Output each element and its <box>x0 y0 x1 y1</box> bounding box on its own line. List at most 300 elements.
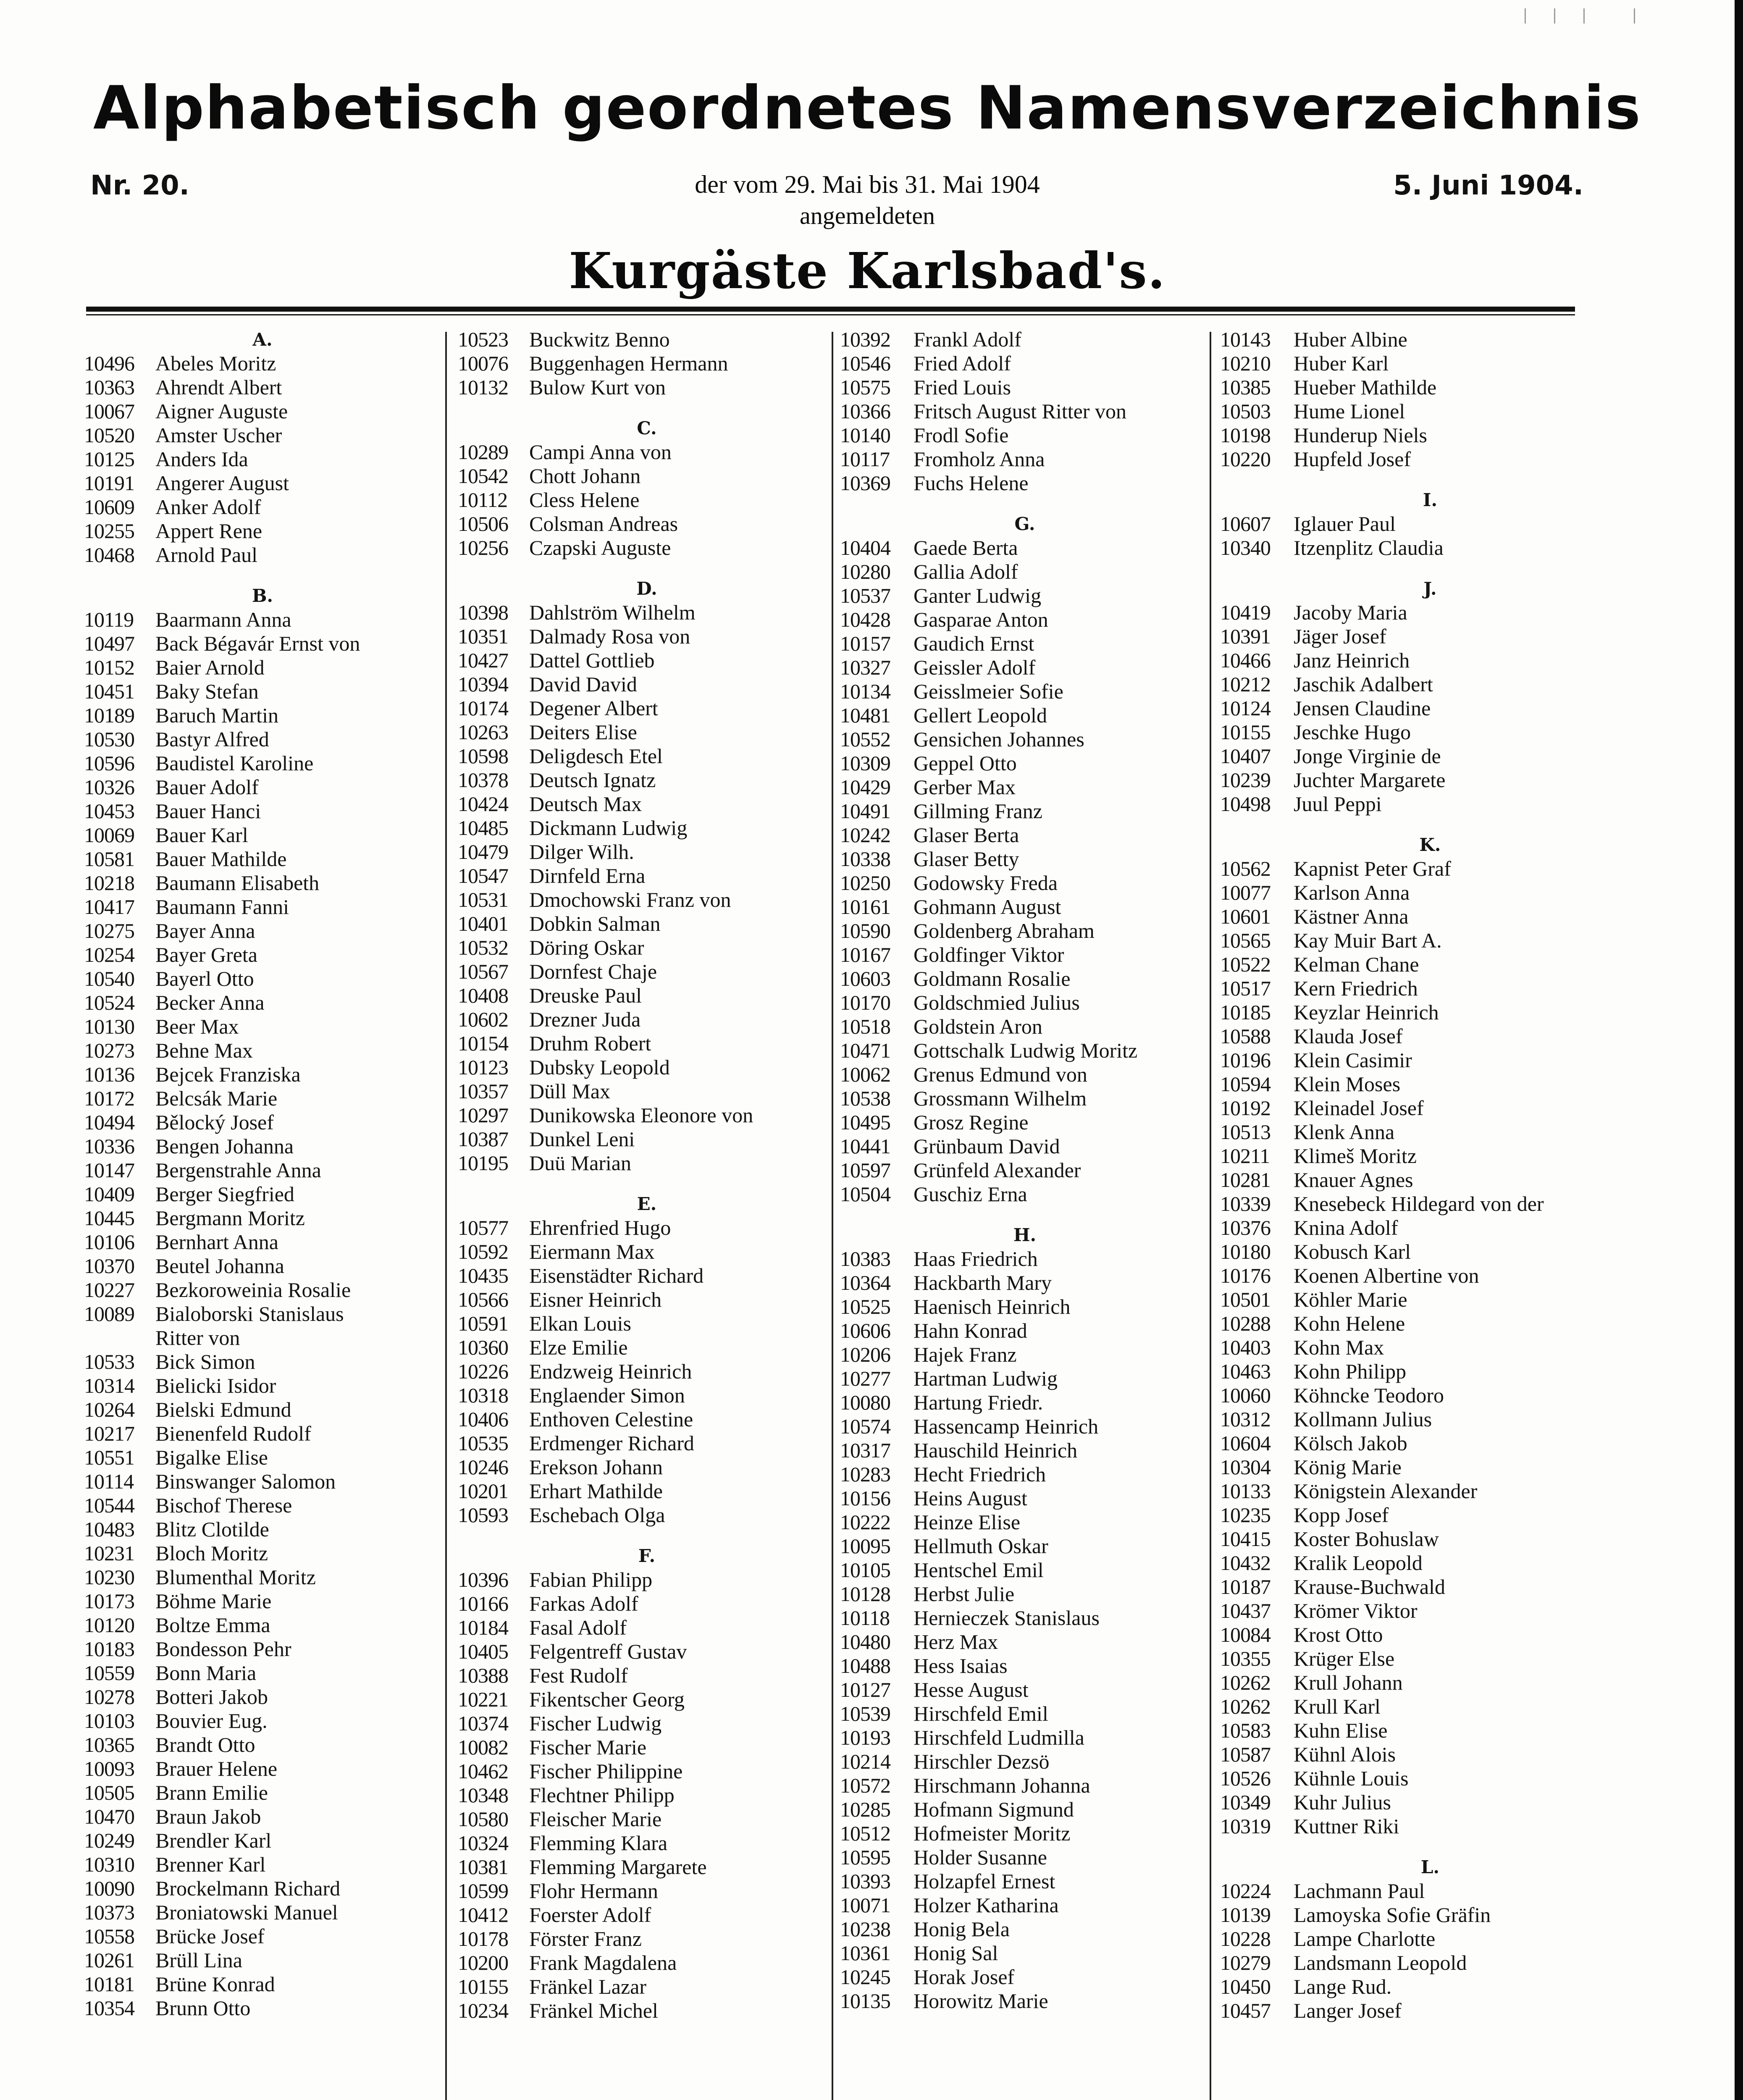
guest-number: 10211 <box>1220 1144 1270 1168</box>
section-letter: L. <box>1420 1857 1440 1877</box>
guest-entry <box>1220 929 1640 953</box>
guest-entry <box>84 375 441 399</box>
guest-entry <box>458 1503 836 1527</box>
guest-name: König Marie <box>1294 1455 1402 1479</box>
guest-name: Lamoyska Sofie Gräfin <box>1294 1903 1491 1927</box>
guest-entry <box>840 1271 1210 1295</box>
guest-entry <box>1220 1814 1640 1838</box>
guest-entry <box>840 1726 1210 1750</box>
guest-entry <box>458 1903 836 1927</box>
guest-number: 10235 <box>1220 1503 1270 1527</box>
guest-entry <box>84 1206 441 1230</box>
guest-number: 10193 <box>840 1726 890 1749</box>
guest-name: Bauer Mathilde <box>155 847 287 871</box>
guest-name: Behne Max <box>155 1039 253 1062</box>
guest-name: Kohn Max <box>1294 1336 1384 1359</box>
guest-number: 10604 <box>1220 1431 1270 1455</box>
guest-number: 10522 <box>1220 953 1270 976</box>
guest-entry <box>1220 1623 1640 1647</box>
guest-name: Foerster Adolf <box>529 1903 651 1927</box>
guest-number: 10242 <box>840 823 890 847</box>
guest-entry <box>1220 1192 1640 1216</box>
guest-name: Berger Siegfried <box>155 1182 294 1206</box>
subtitle-line-1: der vom 29. Mai bis 31. Mai 1904 <box>695 171 1040 198</box>
guest-number: 10535 <box>458 1431 508 1455</box>
guest-entry <box>458 1336 836 1360</box>
guest-name: Dalmady Rosa von <box>529 625 690 648</box>
guest-entry <box>84 967 441 991</box>
guest-entry <box>840 1582 1210 1606</box>
guest-entry <box>458 936 836 960</box>
guest-name: Krull Karl <box>1294 1695 1381 1718</box>
guest-name: Hueber Mathilde <box>1294 375 1437 399</box>
guest-name: Huber Albine <box>1294 328 1407 351</box>
guest-name: Heinze Elise <box>914 1510 1021 1534</box>
guest-number: 10119 <box>84 608 134 631</box>
guest-name: Bischof Therese <box>155 1494 292 1517</box>
guest-entry <box>1220 1431 1640 1455</box>
guest-entry <box>84 632 441 656</box>
guest-name: Bielicki Isidor <box>155 1374 276 1397</box>
guest-number: 10369 <box>840 471 890 495</box>
guest-number: 10597 <box>840 1158 890 1182</box>
guest-number: 10601 <box>1220 905 1270 928</box>
guest-number: 10105 <box>840 1558 890 1582</box>
guest-number: 10222 <box>840 1510 890 1534</box>
guest-name: Arnold Paul <box>155 543 258 567</box>
guest-number: 10432 <box>1220 1551 1270 1575</box>
guest-name: Deutsch Ignatz <box>529 768 656 792</box>
guest-entry <box>84 1326 441 1350</box>
guest-entry <box>840 1295 1210 1319</box>
guest-entry <box>840 1917 1210 1941</box>
guest-number: 10173 <box>84 1589 134 1613</box>
guest-entry <box>1220 512 1640 536</box>
guest-entry <box>1220 1383 1640 1407</box>
guest-number: 10120 <box>84 1613 134 1637</box>
guest-name: Kobusch Karl <box>1294 1240 1411 1263</box>
guest-entry <box>1220 1975 1640 1999</box>
guest-name: Appert Rene <box>155 519 262 543</box>
guest-name: Bergmann Moritz <box>155 1206 305 1230</box>
guest-entry <box>84 1158 441 1182</box>
guest-name: Kelman Chane <box>1294 953 1419 976</box>
guest-number: 10139 <box>1220 1903 1270 1927</box>
issue-date: 5. Juni 1904. <box>1393 170 1583 201</box>
guest-number: 10155 <box>458 1975 508 1998</box>
guest-entry <box>458 1407 836 1431</box>
name-column-3 <box>840 328 1210 2013</box>
guest-name: Bauer Karl <box>155 823 248 847</box>
guest-name: Englaender Simon <box>529 1383 685 1407</box>
guest-number: 10441 <box>840 1134 890 1158</box>
guest-entry <box>458 1831 836 1855</box>
guest-name: Anker Adolf <box>155 495 261 519</box>
guest-name: Itzenplitz Claudia <box>1294 536 1444 559</box>
guest-number: 10587 <box>1220 1743 1270 1766</box>
guest-number: 10533 <box>84 1350 134 1373</box>
guest-name: Angerer August <box>155 471 289 495</box>
guest-number: 10365 <box>84 1733 134 1756</box>
guest-name: Goldenberg Abraham <box>914 919 1095 942</box>
guest-name: Frank Magdalena <box>529 1951 677 1974</box>
guest-name: Bigalke Elise <box>155 1446 268 1469</box>
guest-entry <box>458 1479 836 1503</box>
guest-number: 10143 <box>1220 328 1270 351</box>
guest-number: 10187 <box>1220 1575 1270 1599</box>
name-column-4 <box>1220 328 1640 2023</box>
guest-number: 10577 <box>458 1216 508 1239</box>
guest-entry <box>458 1664 836 1688</box>
guest-number: 10596 <box>84 751 134 775</box>
guest-number: 10405 <box>458 1640 508 1663</box>
guest-number: 10198 <box>1220 423 1270 447</box>
guest-entry <box>84 751 441 775</box>
guest-entry <box>1220 1999 1640 2023</box>
guest-name: Landsmann Leopold <box>1294 1951 1467 1974</box>
guest-entry <box>840 1798 1210 1822</box>
guest-entry <box>840 1965 1210 1989</box>
guest-entry <box>84 1398 441 1422</box>
guest-entry <box>84 1637 441 1661</box>
guest-number: 10429 <box>840 775 890 799</box>
guest-number: 10261 <box>84 1948 134 1972</box>
guest-number: 10354 <box>84 1996 134 2020</box>
guest-name: Langer Josef <box>1294 1999 1402 2022</box>
guest-entry <box>1220 1144 1640 1168</box>
guest-name: Klimeš Moritz <box>1294 1144 1417 1168</box>
guest-number: 10501 <box>1220 1288 1270 1311</box>
guest-number: 10327 <box>840 656 890 679</box>
guest-name: Czapski Auguste <box>529 536 671 559</box>
guest-entry <box>84 799 441 823</box>
guest-number: 10462 <box>458 1759 508 1783</box>
guest-name: Baumann Fanni <box>155 895 289 919</box>
guest-entry <box>840 1869 1210 1893</box>
guest-number: 10312 <box>1220 1407 1270 1431</box>
guest-number: 10095 <box>840 1534 890 1558</box>
guest-entry <box>840 656 1210 680</box>
guest-name: Botteri Jakob <box>155 1685 268 1709</box>
guest-name: Deligdesch Etel <box>529 744 663 768</box>
guest-name: Hackbarth Mary <box>914 1271 1052 1294</box>
guest-entry <box>840 919 1210 943</box>
guest-name: Krause-Buchwald <box>1294 1575 1445 1599</box>
guest-number: 10595 <box>840 1845 890 1869</box>
guest-name: Hartman Ludwig <box>914 1367 1058 1390</box>
guest-number: 10567 <box>458 960 508 983</box>
guest-entry <box>458 696 836 720</box>
guest-number: 10239 <box>1220 768 1270 792</box>
guest-number: 10157 <box>840 632 890 655</box>
guest-number: 10318 <box>458 1383 508 1407</box>
guest-name: Köhler Marie <box>1294 1288 1407 1311</box>
guest-entry <box>84 1230 441 1254</box>
guest-entry <box>84 352 441 375</box>
guest-entry <box>840 1087 1210 1110</box>
guest-number: 10221 <box>458 1688 508 1711</box>
guest-name: Jeschke Hugo <box>1294 720 1411 744</box>
guest-name: Grossmann Wilhelm <box>914 1087 1087 1110</box>
guest-number: 10480 <box>840 1630 890 1654</box>
guest-entry <box>840 991 1210 1015</box>
guest-number: 10156 <box>840 1486 890 1510</box>
guest-name: Kohn Helene <box>1294 1312 1405 1335</box>
section-letter: F. <box>638 1546 656 1566</box>
section-letter: E. <box>637 1194 657 1214</box>
guest-entry <box>458 1783 836 1807</box>
guest-number: 10539 <box>840 1702 890 1725</box>
guest-number: 10495 <box>840 1110 890 1134</box>
guest-entry <box>840 1039 1210 1063</box>
guest-name: Dilger Wilh. <box>529 840 634 864</box>
guest-number: 10134 <box>840 680 890 703</box>
guest-name: Kralik Leopold <box>1294 1551 1423 1575</box>
guest-number: 10494 <box>84 1110 134 1134</box>
guest-number: 10360 <box>458 1336 508 1359</box>
guest-entry <box>84 1110 441 1134</box>
guest-name: Königstein Alexander <box>1294 1479 1478 1503</box>
guest-name: Guschiz Erna <box>914 1182 1027 1206</box>
guest-number: 10598 <box>458 744 508 768</box>
guest-name: Bengen Johanna <box>155 1134 294 1158</box>
guest-entry <box>1220 1312 1640 1336</box>
guest-name: Fritsch August Ritter von <box>914 399 1126 423</box>
guest-number: 10184 <box>458 1616 508 1639</box>
guest-number: 10178 <box>458 1927 508 1950</box>
guest-name: Kuhn Elise <box>1294 1719 1388 1742</box>
guest-number: 10314 <box>84 1374 134 1397</box>
guest-number: 10401 <box>458 912 508 935</box>
guest-number: 10275 <box>84 919 134 942</box>
guest-name: Gellert Leopold <box>914 704 1047 727</box>
guest-number: 10562 <box>1220 857 1270 880</box>
guest-name: Grosz Regine <box>914 1110 1029 1134</box>
guest-number: 10166 <box>458 1592 508 1615</box>
guest-name: Bialoborski Stanislaus <box>155 1302 344 1326</box>
guest-entry <box>840 1486 1210 1510</box>
guest-entry <box>458 1735 836 1759</box>
guest-number: 10254 <box>84 943 134 966</box>
guest-entry <box>840 1941 1210 1965</box>
guest-name: Goldschmied Julius <box>914 991 1080 1014</box>
guest-name: Baruch Martin <box>155 704 278 727</box>
guest-name: Bienenfeld Rudolf <box>155 1422 311 1445</box>
guest-number: 10200 <box>458 1951 508 1974</box>
guest-number: 10609 <box>84 495 134 519</box>
guest-name: Frankl Adolf <box>914 328 1021 351</box>
guest-name: Bondesson Pehr <box>155 1637 291 1661</box>
guest-name: Deiters Elise <box>529 720 637 744</box>
guest-name: Druhm Robert <box>529 1032 651 1055</box>
guest-number: 10277 <box>840 1367 890 1390</box>
guest-entry <box>840 1534 1210 1558</box>
guest-entry <box>840 1774 1210 1798</box>
guest-entry <box>840 536 1210 560</box>
guest-number: 10471 <box>840 1039 890 1062</box>
guest-name: Eisenstädter Richard <box>529 1264 704 1287</box>
guest-entry <box>458 864 836 888</box>
guest-name: Gallia Adolf <box>914 560 1018 583</box>
guest-name: Bayer Greta <box>155 943 257 966</box>
guest-number: 10481 <box>840 704 890 727</box>
guest-entry <box>84 1039 441 1063</box>
guest-number: 10524 <box>84 991 134 1014</box>
guest-entry <box>840 1678 1210 1702</box>
guest-number: 10297 <box>458 1103 508 1127</box>
guest-number: 10552 <box>840 727 890 751</box>
guest-name: Baarmann Anna <box>155 608 291 631</box>
guest-entry <box>840 1063 1210 1087</box>
guest-entry <box>1220 1951 1640 1975</box>
guest-number: 10117 <box>840 447 890 471</box>
guest-name: Broniatowski Manuel <box>155 1900 338 1924</box>
guest-number: 10497 <box>84 632 134 655</box>
guest-entry <box>84 1900 441 1924</box>
guest-name: Goldstein Aron <box>914 1015 1042 1038</box>
guest-number: 10348 <box>458 1783 508 1807</box>
guest-name: Binswanger Salomon <box>155 1470 336 1493</box>
guest-entry <box>458 440 836 464</box>
guest-entry <box>458 888 836 912</box>
guest-entry <box>458 672 836 696</box>
guest-entry <box>1220 1790 1640 1814</box>
guest-number: 10559 <box>84 1661 134 1685</box>
guest-entry <box>840 399 1210 423</box>
guest-number: 10396 <box>458 1568 508 1591</box>
guest-number: 10228 <box>1220 1927 1270 1950</box>
guest-name: Ahrendt Albert <box>155 375 282 399</box>
guest-number: 10263 <box>458 720 508 744</box>
guest-entry <box>840 560 1210 584</box>
guest-entry <box>84 1446 441 1470</box>
guest-name: Kleinadel Josef <box>1294 1096 1424 1120</box>
guest-entry <box>1220 601 1640 625</box>
guest-entry <box>1220 720 1640 744</box>
guest-number: 10437 <box>1220 1599 1270 1622</box>
guest-number: 10606 <box>840 1319 890 1342</box>
guest-name: Erdmenger Richard <box>529 1431 694 1455</box>
guest-name: Hofmann Sigmund <box>914 1798 1074 1821</box>
guest-number: 10351 <box>458 625 508 648</box>
guest-entry <box>840 1462 1210 1486</box>
guest-number: 10364 <box>840 1271 890 1294</box>
guest-name: Glaser Betty <box>914 847 1019 871</box>
guest-entry <box>458 1616 836 1640</box>
guest-entry <box>84 919 441 943</box>
guest-name: Hellmuth Oskar <box>914 1534 1048 1558</box>
guest-entry <box>1220 1000 1640 1024</box>
guest-name: Elkan Louis <box>529 1312 632 1335</box>
guest-number: 10317 <box>840 1438 890 1462</box>
guest-number: 10407 <box>1220 744 1270 768</box>
guest-number: 10590 <box>840 919 890 942</box>
guest-name: Bouvier Eug. <box>155 1709 268 1732</box>
guest-name: Huber Karl <box>1294 352 1389 375</box>
guest-number: 10118 <box>840 1606 890 1630</box>
guest-number: 10230 <box>84 1565 134 1589</box>
guest-number: 10127 <box>840 1678 890 1701</box>
guest-entry <box>84 1948 441 1972</box>
guest-number: 10090 <box>84 1877 134 1900</box>
guest-number: 10106 <box>84 1230 134 1254</box>
guest-number: 10593 <box>458 1503 508 1527</box>
guest-entry <box>84 1541 441 1565</box>
guest-entry <box>840 1110 1210 1134</box>
guest-entry <box>84 1709 441 1733</box>
guest-name: Hupfeld Josef <box>1294 447 1411 471</box>
guest-name: Buckwitz Benno <box>529 328 670 351</box>
guest-name: Bielski Edmund <box>155 1398 291 1421</box>
guest-number: 10189 <box>84 704 134 727</box>
guest-name: Fabian Philipp <box>529 1568 653 1591</box>
guest-name: Ganter Ludwig <box>914 584 1042 607</box>
guest-entry <box>458 352 836 375</box>
guest-number: 10412 <box>458 1903 508 1927</box>
guest-name: Bayerl Otto <box>155 967 254 990</box>
guest-name: Abeles Moritz <box>155 352 276 375</box>
section-letter: I. <box>1423 490 1438 510</box>
guest-entry <box>840 1989 1210 2013</box>
guest-number: 10234 <box>458 1999 508 2022</box>
guest-name: Keyzlar Heinrich <box>1294 1000 1439 1024</box>
guest-number: 10435 <box>458 1264 508 1287</box>
guest-number: 10339 <box>1220 1192 1270 1215</box>
guest-entry <box>1220 953 1640 976</box>
guest-number: 10250 <box>840 871 890 895</box>
guest-name: Bonn Maria <box>155 1661 257 1685</box>
guest-name: Holzer Katharina <box>914 1893 1059 1917</box>
guest-entry <box>458 625 836 648</box>
guest-entry <box>840 895 1210 919</box>
guest-entry <box>458 1592 836 1616</box>
column-divider <box>445 332 447 2100</box>
guest-entry <box>840 1654 1210 1678</box>
section-letter: A. <box>252 329 273 350</box>
guest-number: 10212 <box>1220 672 1270 696</box>
scan-marks <box>1525 8 1651 25</box>
guest-name: Hirschler Dezsö <box>914 1750 1050 1773</box>
guest-name: Jensen Claudine <box>1294 696 1431 720</box>
guest-number: 10123 <box>458 1055 508 1079</box>
guest-number: 10273 <box>84 1039 134 1062</box>
guest-entry <box>1220 1767 1640 1790</box>
guest-number: 10572 <box>840 1774 890 1797</box>
guest-entry <box>458 1951 836 1975</box>
guest-name: Fränkel Michel <box>529 1999 658 2022</box>
guest-number: 10542 <box>458 464 508 488</box>
guest-number: 10246 <box>458 1455 508 1479</box>
guest-number: 10077 <box>1220 881 1270 904</box>
guest-number: 10376 <box>1220 1216 1270 1239</box>
guest-number: 10224 <box>1220 1879 1270 1903</box>
guest-name: Hassencamp Heinrich <box>914 1415 1099 1438</box>
guest-number: 10214 <box>840 1750 890 1773</box>
guest-name: Dunikowska Eleonore von <box>529 1103 753 1127</box>
guest-number: 10336 <box>84 1134 134 1158</box>
guest-entry <box>458 328 836 352</box>
guest-number: 10130 <box>84 1015 134 1038</box>
guest-name: Bauer Adolf <box>155 775 259 799</box>
guest-name: Dubsky Leopold <box>529 1055 670 1079</box>
guest-number: 10544 <box>84 1494 134 1517</box>
guest-name: Brauer Helene <box>155 1757 278 1780</box>
guest-entry <box>84 1134 441 1158</box>
guest-name: Jäger Josef <box>1294 625 1386 648</box>
guest-entry <box>84 423 441 447</box>
guest-entry <box>1220 1336 1640 1360</box>
guest-number: 10427 <box>458 648 508 672</box>
